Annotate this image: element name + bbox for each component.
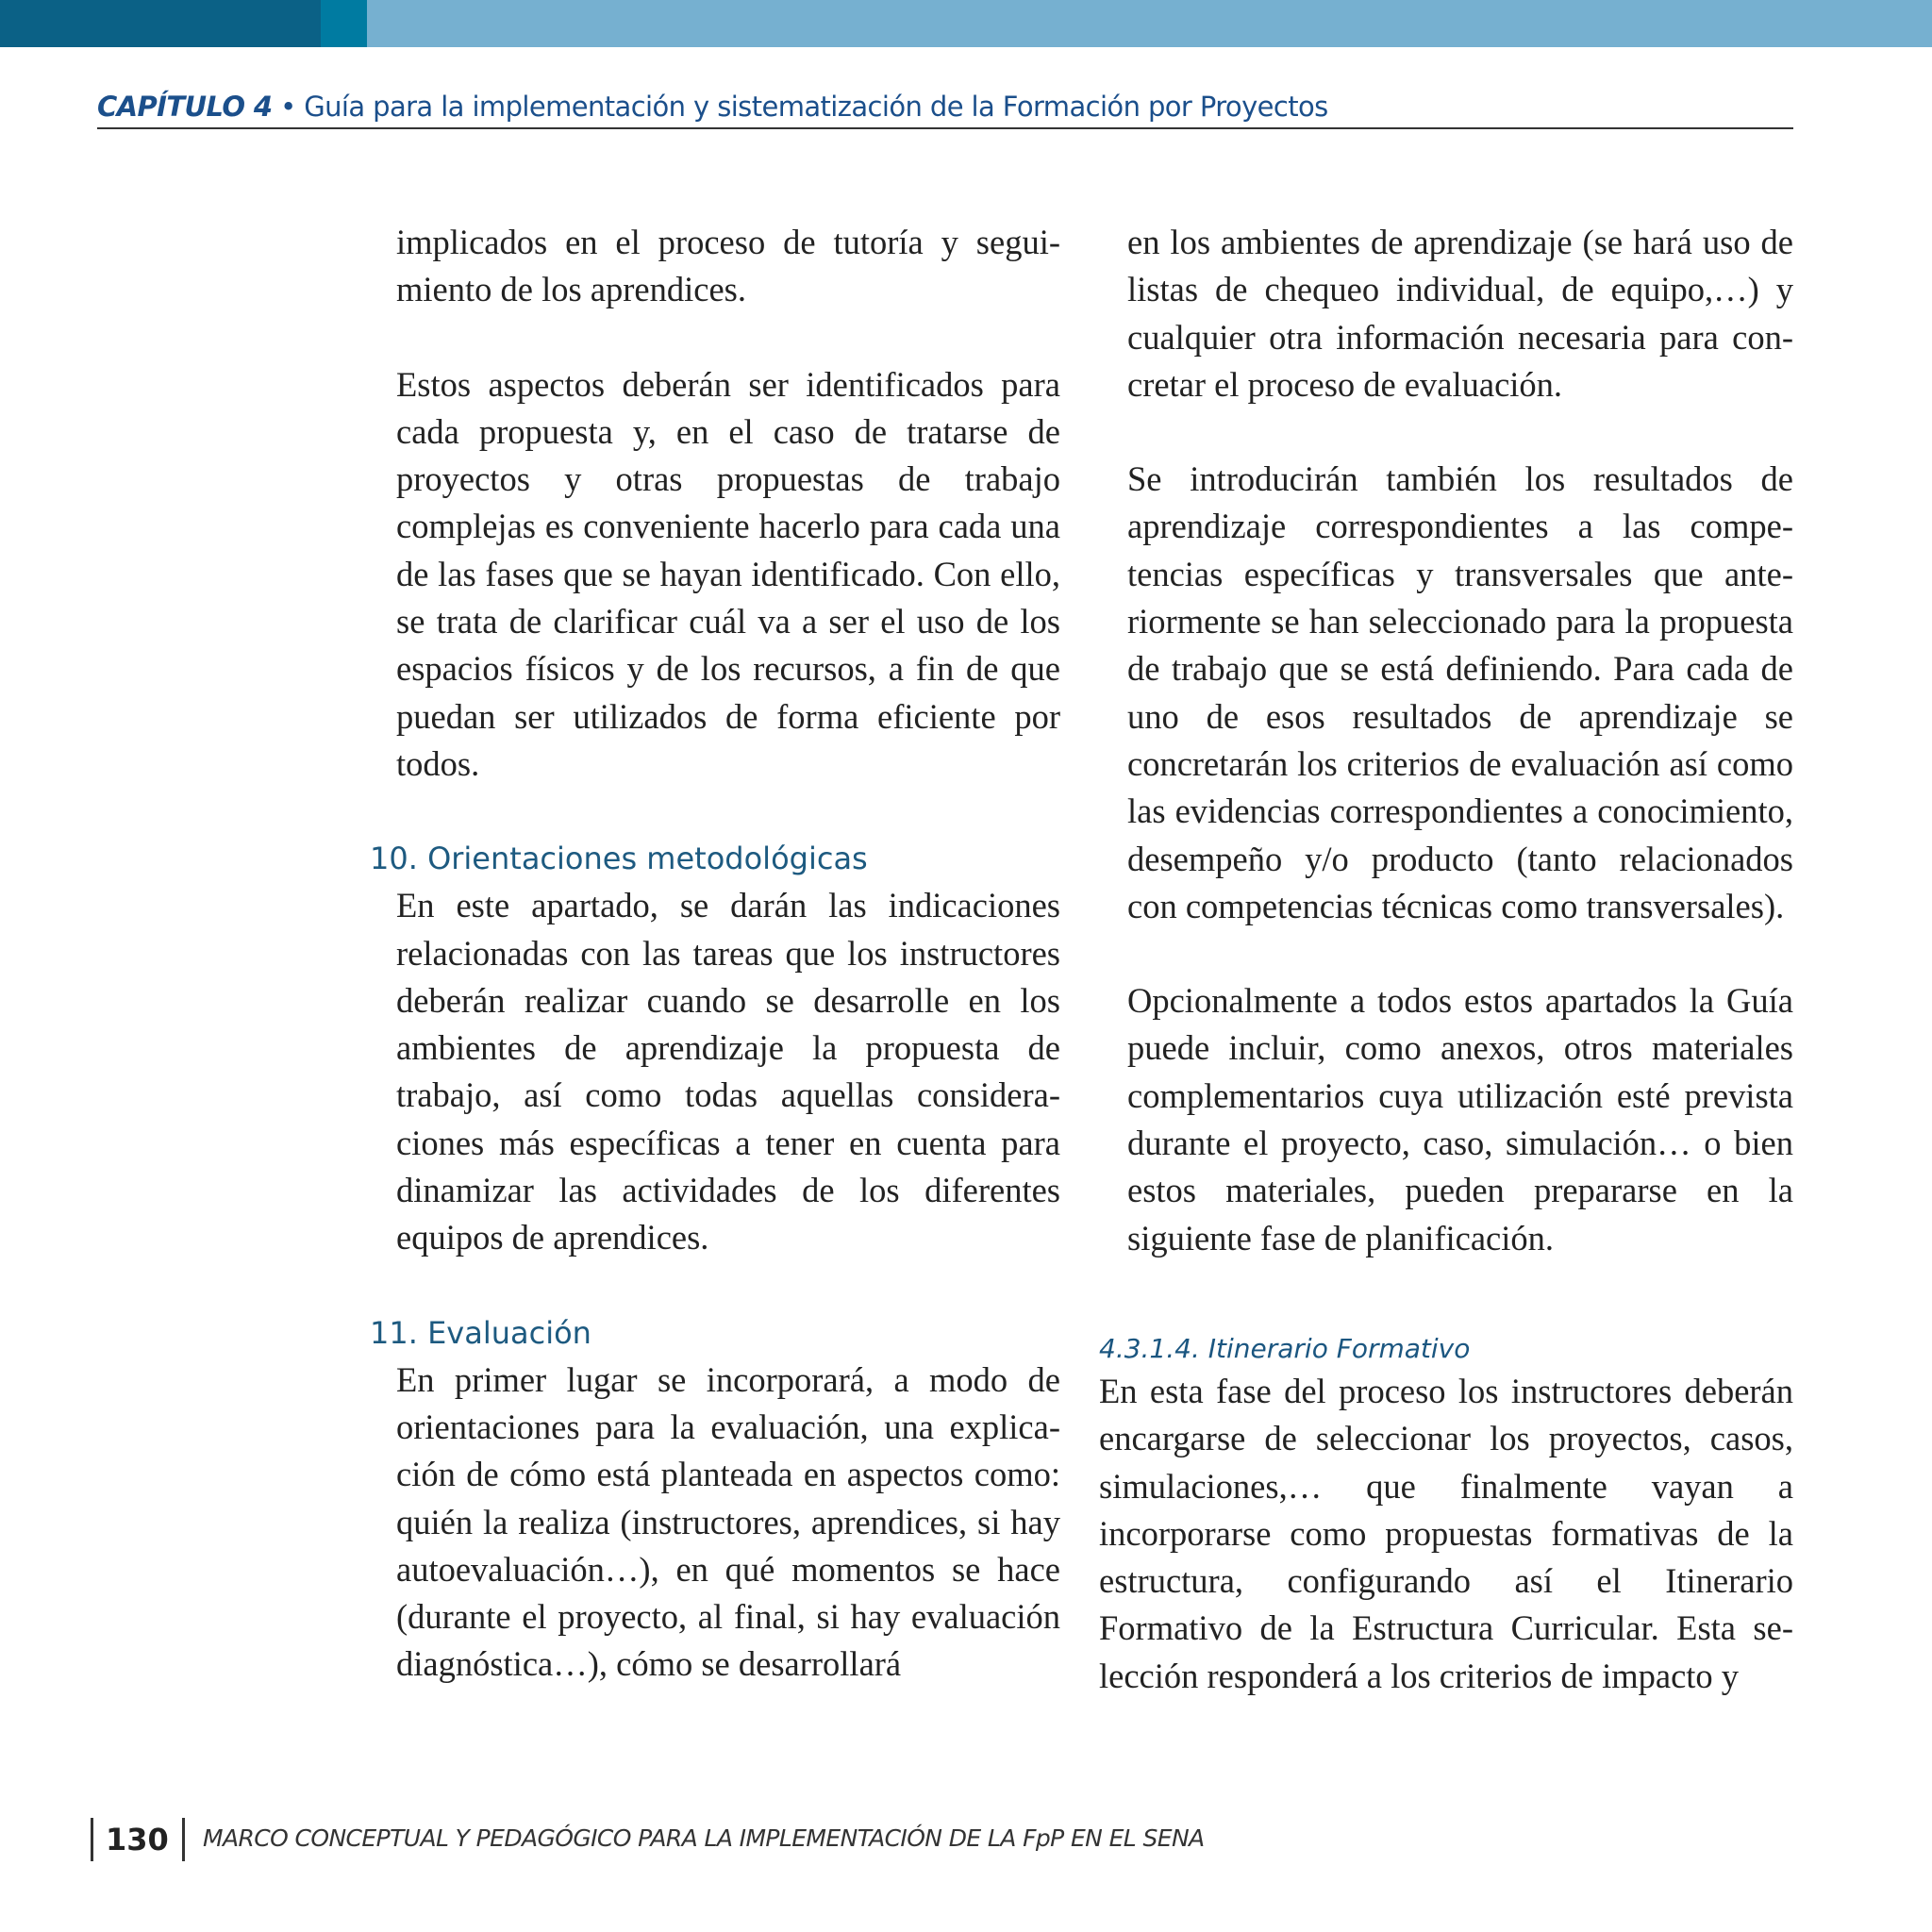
- paragraph: En primer lugar se incorporará, a modo de orientaciones para la evaluación, una explicación de cómo está planteada en aspectos como: quién la realiza (instructores, aprendices, si hay autoevaluación…), en qué momentos se hace (durante el proyecto, al final, si hay evaluación diagnóstica…), cómo se desarrollará: [396, 1359, 1060, 1684]
- header-separator: •: [272, 91, 305, 123]
- header-rule: [97, 127, 1793, 129]
- running-header: [97, 91, 1795, 123]
- paragraph: implicados en el proceso de tutoría y seguimiento de los aprendices.: [396, 223, 1060, 309]
- left-column: [370, 219, 1060, 1689]
- top-bar-mid-segment: [321, 0, 367, 47]
- top-bar-dark-segment: [0, 0, 321, 47]
- paragraph: en los ambientes de aprendizaje (se hará uso de listas de chequeo individual, de equipo,…) y cualquier otra información necesaria para concretar el proceso de evaluación.: [1127, 223, 1793, 404]
- paragraph: Estos aspectos deberán ser identificados para cada propuesta y, en el caso de tratarse de proyectos y otras propuestas de trabajo complejas es conveniente hacerlo para cada una de las fases que se hayan identificado. Con ello, se trata de clarificar cuál va a ser el uso de los espacios físicos y de los recursos, a fin de que puedan ser utilizados de forma eficiente por todos.: [396, 364, 1060, 783]
- paragraph: En este apartado, se darán las indicaciones relacionadas con las tareas que los instructores deberán realizar cuando se desarrolle en los ambientes de aprendizaje la propuesta de trabajo, así como todas aquellas consideraciones más específicas a tener en cuenta para dinamizar las actividades de los diferentes equipos de aprendices.: [396, 886, 1060, 1257]
- section-heading-11: 11. Evaluación: [370, 1314, 591, 1351]
- top-bar-light-segment: [367, 0, 1932, 47]
- right-column: [1099, 219, 1793, 1700]
- footer-title: MARCO CONCEPTUAL Y PEDAGÓGICO PARA LA IMPLEMENTACIÓN DE LA FpP EN EL SENA: [203, 1824, 1205, 1852]
- footer-divider: [91, 1818, 93, 1861]
- top-color-bar: [0, 0, 1932, 47]
- page-number: 130: [106, 1822, 169, 1857]
- footer-divider: [182, 1818, 185, 1861]
- paragraph: Opcionalmente a todos estos apartados la Guía puede incluir, como anexos, otros materiales complementarios cuya utilización esté prevista durante el proyecto, caso, simulación… o bien estos materiales, pueden prepararse en la siguiente fase de planificación.: [1127, 981, 1793, 1257]
- paragraph: En esta fase del proceso los instructores deberán encargarse de seleccionar los proyectos, casos, simulaciones,… que finalmente vayan a incorporarse como propuestas formativas de la estructura, configurando así el Itinerario Formativo de la Estructura Curricular. Esta selección responderá a los criterios de impacto y: [1099, 1371, 1793, 1695]
- chapter-label: CAPÍTULO 4: [97, 91, 273, 123]
- section-heading-10: 10. Orientaciones metodológicas: [370, 841, 868, 877]
- subsection-heading: 4.3.1.4. Itinerario Formativo: [1099, 1332, 1471, 1364]
- paragraph: Se introducirán también los resultados de aprendizaje correspondientes a las competencias específicas y transversales que anteriormente se han seleccionado para la propuesta de trabajo que se está definiendo. Para cada de uno de esos resultados de aprendizaje se concretarán los criterios de evaluación así como las evidencias correspondientes a conocimiento, desempeño y/o producto (tanto relacionados con competencias técnicas como transversales).: [1127, 459, 1793, 925]
- chapter-title: Guía para la implementación y sistematización de la Formación por Proyectos: [304, 91, 1328, 123]
